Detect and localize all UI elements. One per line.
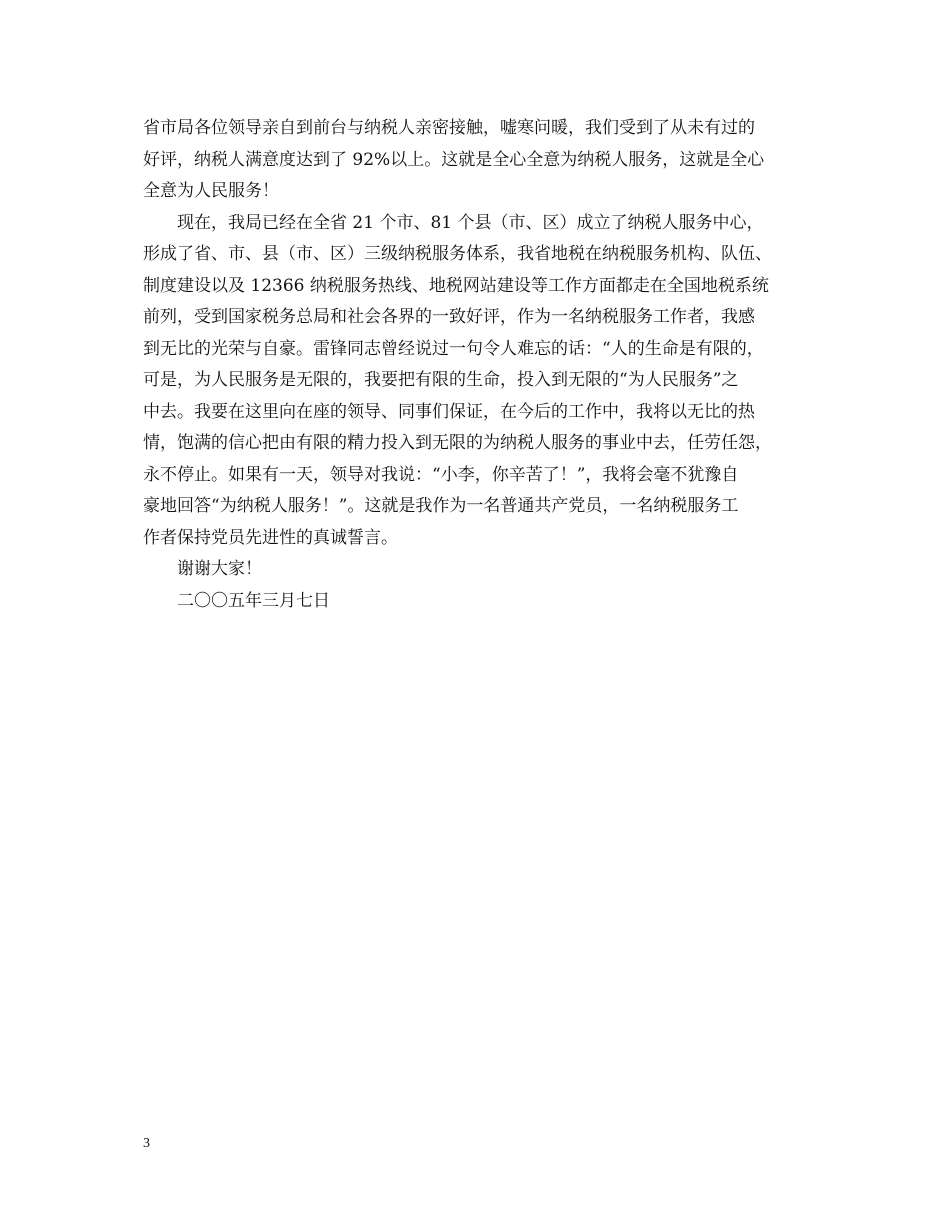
text-line: 前列，受到国家税务总局和社会各界的一致好评，作为一名纳税服务工作者，我感 [143,307,755,327]
text-line: 情，饱满的信心把由有限的精力投入到无限的为纳税人服务的事业中去，任劳任怨， [143,433,772,453]
text-line: 好评，纳税人满意度达到了 92%以上。这就是全心全意为纳税人服务，这就是全心 [143,149,765,170]
page-number: 3 [143,1136,150,1151]
paragraph-first-line: 现在，我局已经在全省 21 个市、81 个县（市、区）成立了纳税人服务中心， [177,212,764,233]
text-line: 制度建设以及 12366 纳税服务热线、地税网站建设等工作方面都走在全国地税系统 [143,275,769,296]
text-line: 形成了省、市、县（市、区）三级纳税服务体系，我省地税在纳税服务机构、队伍、 [143,244,772,264]
document-date: 二〇〇五年三月七日 [177,590,330,611]
text-line: 作者保持党员先进性的真诚誓言。 [143,527,398,548]
text-line: 可是，为人民服务是无限的，我要把有限的生命，投入到无限的“为人民服务”之 [143,370,739,390]
text-line: 省市局各位领导亲自到前台与纳税人亲密接触，嘘寒问暖，我们受到了从未有过的 [143,118,755,138]
document-body [143,113,823,617]
text-line: 全意为人民服务！ [143,181,279,201]
closing-thanks: 谢谢大家！ [177,559,262,579]
text-line: 永不停止。如果有一天，领导对我说：“小李，你辛苦了！”，我将会毫不犹豫自 [143,464,739,485]
text-line: 到无比的光荣与自豪。雷锋同志曾经说过一句令人难忘的话：“人的生命是有限的， [143,338,764,359]
text-line: 豪地回答“为纳税人服务！”。这就是我作为一名普通共产党员，一名纳税服务工 [143,496,739,516]
text-line: 中去。我要在这里向在座的领导、同事们保证，在今后的工作中，我将以无比的热 [143,401,755,422]
